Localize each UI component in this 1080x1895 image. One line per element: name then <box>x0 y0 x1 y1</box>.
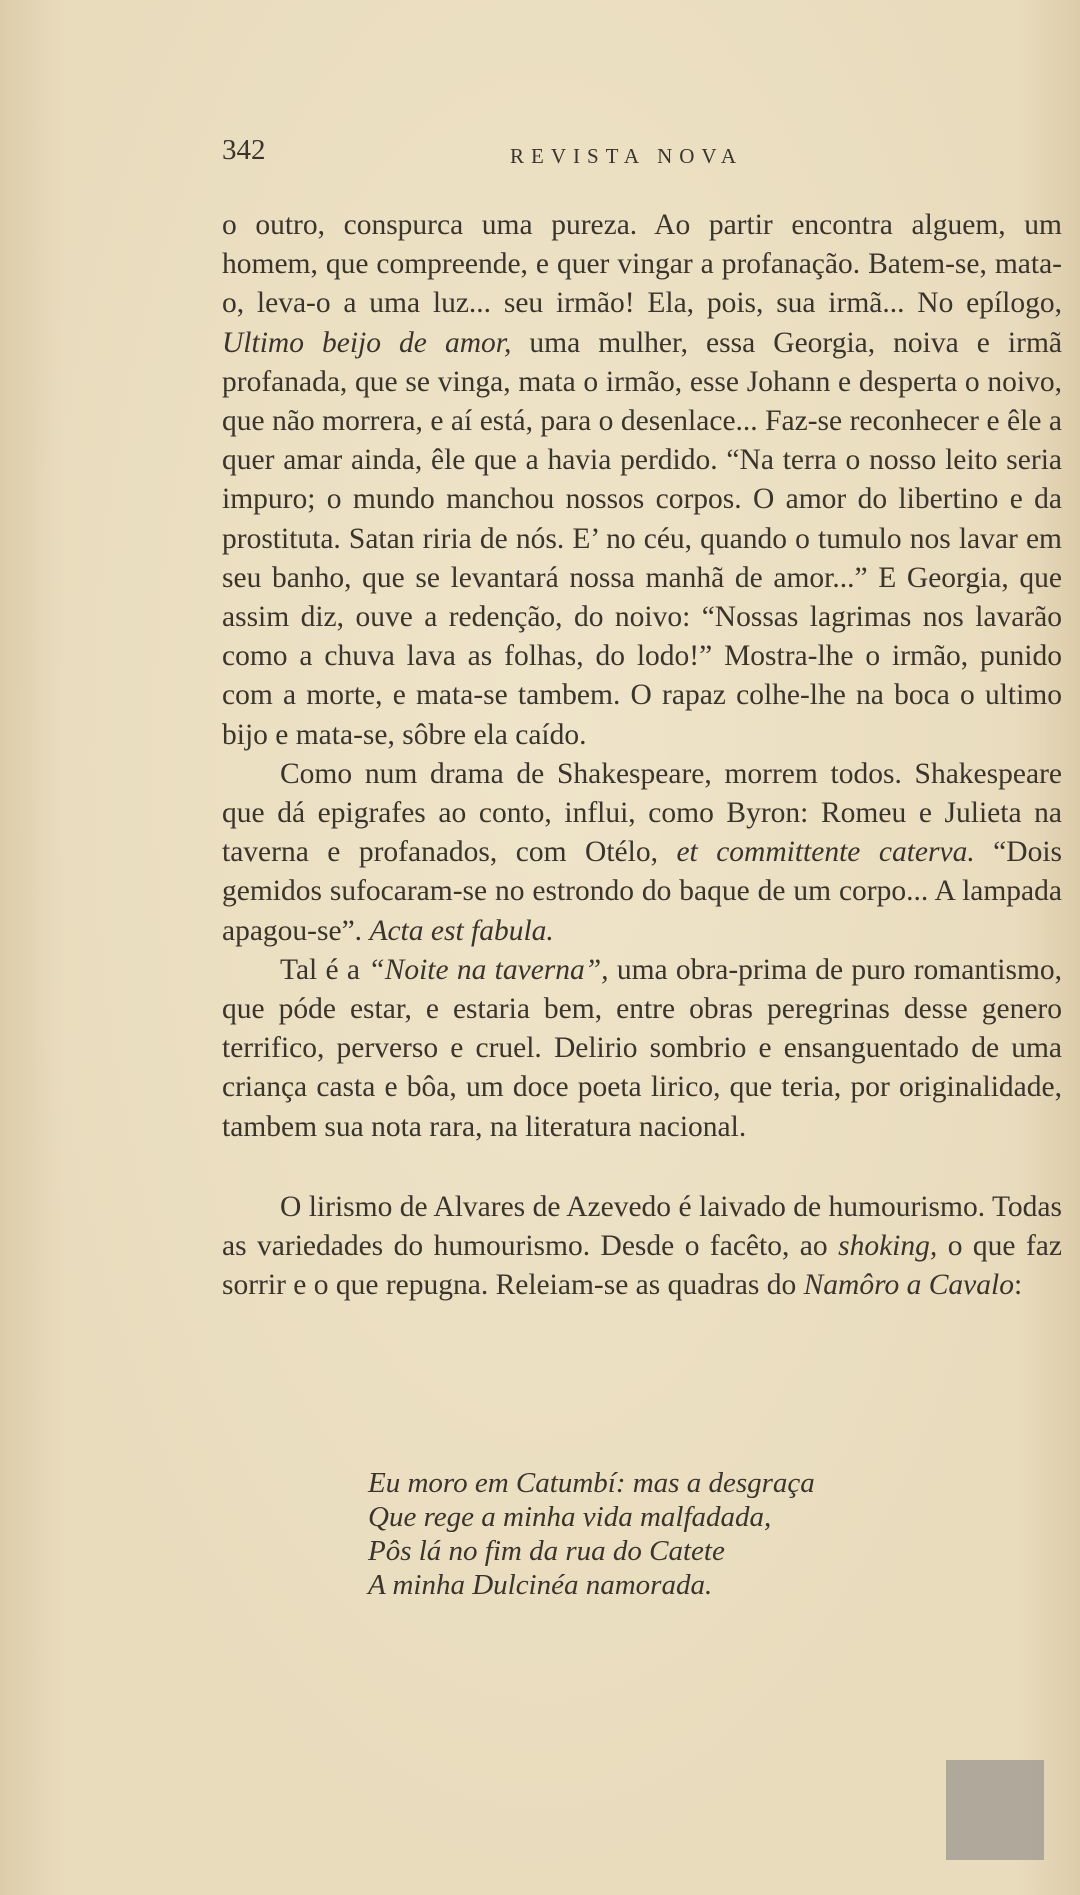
paragraph-4: O lirismo de Alvares de Azevedo é laivado de humourismo. Todas as variedades do humourismo. Desde o facêto, ao shoking, o que faz sorrir e o que repugna. Releiam-se as quadras do Namôro a Cavalo: <box>222 1190 1062 1302</box>
italic-phrase: Acta est fabula. <box>369 914 554 947</box>
italic-title: “Noite na taverna”, <box>368 953 609 986</box>
paragraph-1: o outro, conspurca uma pureza. Ao partir encontra alguem, um homem, que compreende, e quer vingar a profanação. Batem-se, mata-o, leva-o a uma luz... seu irmão! Ela, pois, sua irmã... No epílogo, Ultimo beijo de amor, uma mulher, essa Georgia, noiva e irmã profanada, que se vinga, mata o irmão, esse Johann e desperta o noivo, que não morrera, e aí está, para o desenlace... Faz-se reconhecer e êle a quer amar ainda, êle que a havia perdido. “Na terra o nosso leito seria impuro; o mundo manchou nossos corpos. O amor do libertino e da prostituta. Satan riria de nós. E’ no céu, quando o tumulo nos lavar em seu banho, que se levantará nossa manhã de amor...” E Georgia, que assim diz, ouve a redenção, do noivo: “Nossas lagrimas nos lavarão como a chuva lava as folhas, do lodo!” Mostra-lhe o irmão, punido com a morte, e mata-se tambem. O rapaz colhe-lhe na boca o ultimo bijo e mata-se, sôbre ela caído. <box>222 209 1062 751</box>
library-watermark-logo <box>946 1760 1044 1860</box>
verse-line: A minha Dulcinéa namorada. <box>368 1569 713 1601</box>
verse-line: Que rege a minha vida malfadada, <box>368 1501 772 1533</box>
paragraph-2: Como num drama de Shakespeare, morrem todos. Shakespeare que dá epigrafes ao conto, influi, como Byron: Romeu e Julieta na taverna e profanados, com Otélo, et committente caterva. “Dois gemidos sufocaram-se no estrondo do baque de um corpo... A lampada apagou-se”. Acta est fabula. <box>222 757 1063 947</box>
italic-title: Ultimo beijo de amor, <box>222 326 512 359</box>
verse-quatrain <box>368 1466 815 1602</box>
running-head <box>222 134 1062 174</box>
page-number: 342 <box>222 134 266 166</box>
italic-title: Namôro a Cavalo <box>803 1269 1014 1302</box>
italic-phrase: et committente caterva. <box>676 836 975 869</box>
verse-line: Pôs lá no fim da rua do Catete <box>368 1535 725 1567</box>
italic-word: shoking, <box>838 1230 938 1263</box>
section-gap <box>222 1147 1062 1188</box>
paragraph-3: Tal é a “Noite na taverna”, uma obra-prima de puro romantismo, que póde estar, e estaria bem, entre obras peregrinas desse genero terrifico, perverso e cruel. Delirio sombrio e ensanguentado de uma criança casta e bôa, um doce poeta lirico, que teria, por originalidade, tambem sua nota rara, na literatura nacional. <box>222 953 1063 1143</box>
verse-line: Eu moro em Catumbí: mas a desgraça <box>368 1467 815 1499</box>
journal-title: REVISTA NOVA <box>510 144 744 168</box>
body-text <box>222 206 1062 1305</box>
